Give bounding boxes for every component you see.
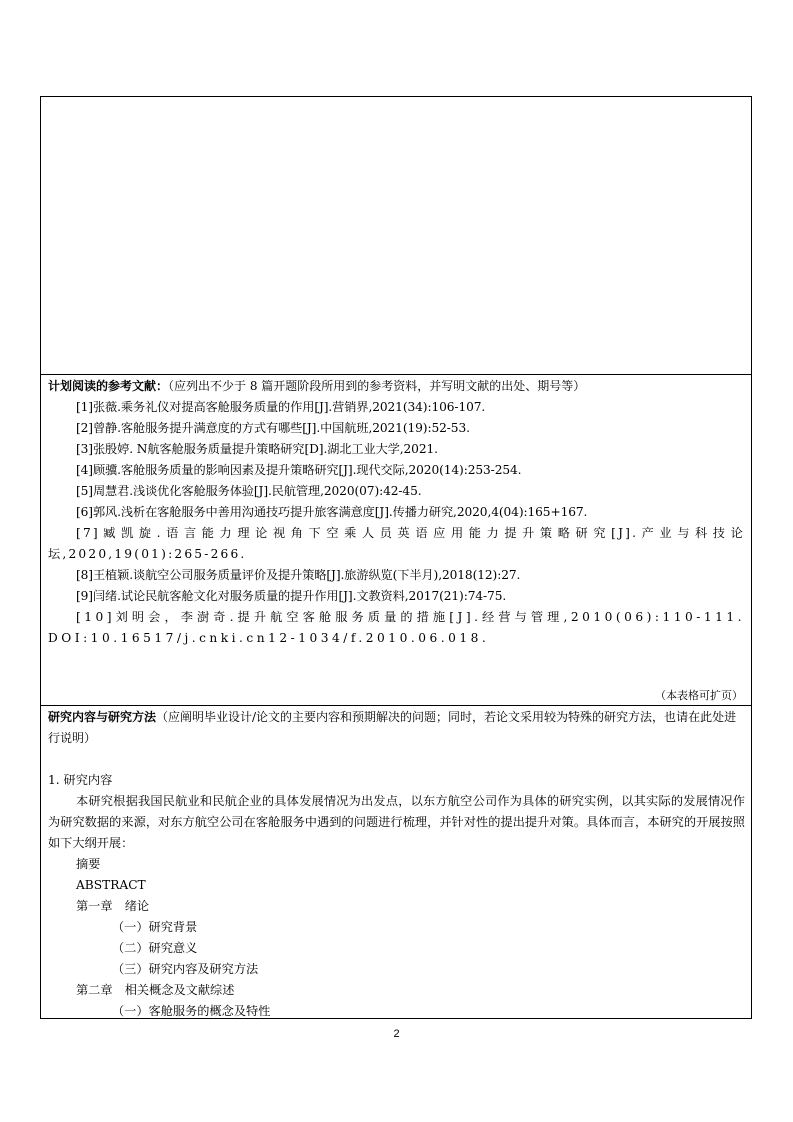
outline-item: （一）研究背景: [112, 920, 198, 934]
outline-item: 第一章 绪论: [76, 899, 150, 913]
reference-item: [10]刘明会，李澍奇.提升航空客舱服务质量的措施[J].经营与管理,2010(06):110-111. DOI:10.16517/j.cnki.cn12-1034/f.2010.06.018.: [48, 610, 745, 645]
outline-item: ABSTRACT: [76, 878, 146, 892]
research-heading-note: （应阐明毕业设计/论文的主要内容和预期解决的问题；同时，若论文采用较为特殊的研究方法，也请在此处进行说明）: [48, 710, 737, 745]
research-paragraph: 本研究根据我国民航业和民航企业的具体发展情况为出发点，以东方航空公司作为具体的研究实例，以其实际的发展情况作为研究数据的来源，对东方航空公司在客舱服务中遇到的问题进行梳理，并针对性的提出提升对策。具体而言，本研究的开展按照如下大纲开展：: [48, 794, 745, 850]
reference-item: [3]张殷婷. N航客舱服务质量提升策略研究[D].湖北工业大学,2021.: [76, 442, 438, 456]
outline-item: （二）研究意义: [112, 941, 198, 955]
row-divider: [41, 374, 751, 375]
outline-item: 第二章 相关概念及文献综述: [76, 983, 235, 997]
reference-item: [4]顾骥.客舱服务质量的影响因素及提升策略研究[J].现代交际,2020(14):253-254.: [76, 463, 522, 477]
reference-item: [5]周慧君.浅谈优化客舱服务体验[J].民航管理,2020(07):42-45.: [76, 484, 422, 498]
reference-item: [8]王植颖.谈航空公司服务质量评价及提升策略[J].旅游纵览(下半月),2018(12):27.: [76, 568, 521, 582]
outline-item: （三）研究内容及研究方法: [112, 962, 259, 976]
reference-item: [1]张薇.乘务礼仪对提高客舱服务质量的作用[J].营销界,2021(34):106-107.: [76, 400, 486, 414]
research-heading-title: 研究内容与研究方法: [48, 710, 157, 724]
references-heading: [48, 376, 745, 397]
reference-item: [9]闫绪.试论民航客舱文化对服务质量的提升作用[J].文教资料,2017(21):74-75.: [76, 589, 507, 603]
row-divider: [41, 705, 751, 706]
reference-item: [2]曾静.客舱服务提升满意度的方式有哪些[J].中国航班,2021(19):52-53.: [76, 421, 470, 435]
research-subtitle: 1. 研究内容: [48, 773, 113, 787]
blank-cell: [41, 97, 751, 374]
page-number: 2: [393, 1028, 400, 1040]
research-content: [48, 770, 745, 1022]
references-heading-title: 计划阅读的参考文献：: [48, 379, 169, 393]
outline-item: （一）客舱服务的概念及特性: [112, 1004, 271, 1018]
form-table: [40, 96, 752, 1019]
expand-note: （本表格可扩页）: [655, 689, 743, 702]
outline-item: 摘要: [76, 857, 101, 871]
research-heading: [48, 707, 745, 749]
reference-list: [48, 397, 745, 649]
reference-item: [7]臧凯旋.语言能力理论视角下空乘人员英语应用能力提升策略研究[J].产业与科技论坛,2020,19(01):265-266.: [48, 526, 745, 561]
references-heading-note: （应列出不少于 8 篇开题阶段所用到的参考资料，并写明文献的出处、期号等）: [168, 379, 586, 393]
reference-item: [6]郭风.浅析在客舱服务中善用沟通技巧提升旅客满意度[J].传播力研究,2020,4(04):165+167.: [76, 505, 588, 519]
